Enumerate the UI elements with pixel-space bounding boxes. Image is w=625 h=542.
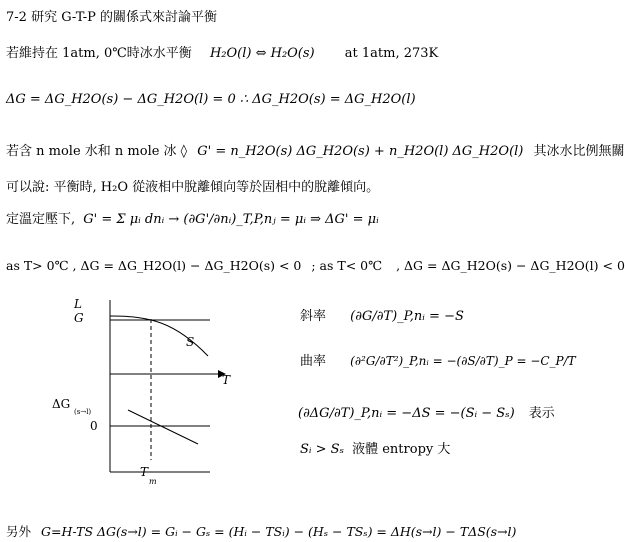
above-zero-condition: as T> 0℃ , ΔG = ΔG_H2O(l) − ΔG_H2O(s) < 0 [6,258,302,273]
slope-equation: (∂G/∂T)_P,nᵢ = −S [350,309,464,324]
mixture-text: 若含 n mole 水和 n mole 冰 ◊ [6,144,188,159]
curve-label-s: S [186,335,195,349]
below-zero-label: ; as T< 0℃ [311,258,383,273]
gibbs-prefix: 另外 [6,524,32,539]
curvature-label: 曲率 [300,354,327,369]
delta-g-line [128,410,198,444]
equilibrium-text: 若維持在 1atm, 0℃時冰水平衡 [6,46,192,61]
condition-text: at 1atm, 273K [344,46,439,61]
axis-label-t: T [222,373,231,387]
curvature-row [300,350,576,369]
delta-g-slope-tail: 表示 [528,406,555,421]
phase-equation: H₂O(l) ⇔ H₂O(s) [209,46,315,61]
temperature-conditions [6,258,625,273]
equilibrium-statement [6,42,438,61]
delta-g-equation: ΔG = ΔG_H2O(s) − ΔG_H2O(l) = 0 ∴ ΔG_H2O(s) = ΔG_H2O(l) [6,92,416,107]
gibbs-relation-row [6,522,516,540]
chemical-potential-equation: G' = Σ μᵢ dnᵢ → (∂G'/∂nᵢ)_T,P,nⱼ = μᵢ ⇒ ΔG' = μᵢ [83,212,379,227]
entropy-row [300,438,450,457]
curvature-equation: (∂²G/∂T²)_P,nᵢ = −(∂S/∂T)_P = −C_P/T [350,354,576,368]
delta-g-label: ΔG [52,397,71,411]
entropy-inequality: Sᵢ > Sₛ [300,442,344,457]
slope-row [300,305,464,324]
mixture-equation: G' = n_H2O(s) ΔG_H2O(s) + n_H2O(l) ΔG_H2O(l) [197,144,524,159]
slope-label: 斜率 [300,309,327,324]
mixture-tail: 其冰水比例無關 [533,144,625,159]
gibbs-equation: G=H-TS ΔG(s→l) = Gᵢ − Gₛ = (Hᵢ − TSᵢ) − (Hₛ − TSₛ) = ΔH(s→l) − TΔS(s→l) [41,524,517,539]
tm-label: T [140,465,149,479]
delta-g-slope-row [298,402,555,421]
section-title: 7-2 研究 G-T-P 的關係式來討論平衡 [6,10,218,25]
isothermal-text: 定溫定壓下, [6,212,76,227]
chemical-potential-statement [6,208,379,227]
axis-label-l: L [74,297,82,311]
below-zero-condition: , ΔG = ΔG_H2O(s) − ΔG_H2O(l) < 0 [396,258,625,273]
delta-g-slope-equation: (∂ΔG/∂T)_P,nᵢ = −ΔS = −(Sᵢ − Sₛ) [298,406,515,421]
tm-sub: m [149,477,157,486]
mixture-statement [6,140,625,159]
zero-label: 0 [90,419,98,433]
axis-label-g: G [74,311,84,325]
g-t-diagram [40,292,280,492]
delta-g-sub: (s→l) [74,408,92,416]
escape-tendency-statement: 可以說: 平衡時, H₂O 從液相中脫離傾向等於固相中的脫離傾向。 [6,180,380,195]
entropy-text: 液體 entropy 大 [352,442,451,457]
